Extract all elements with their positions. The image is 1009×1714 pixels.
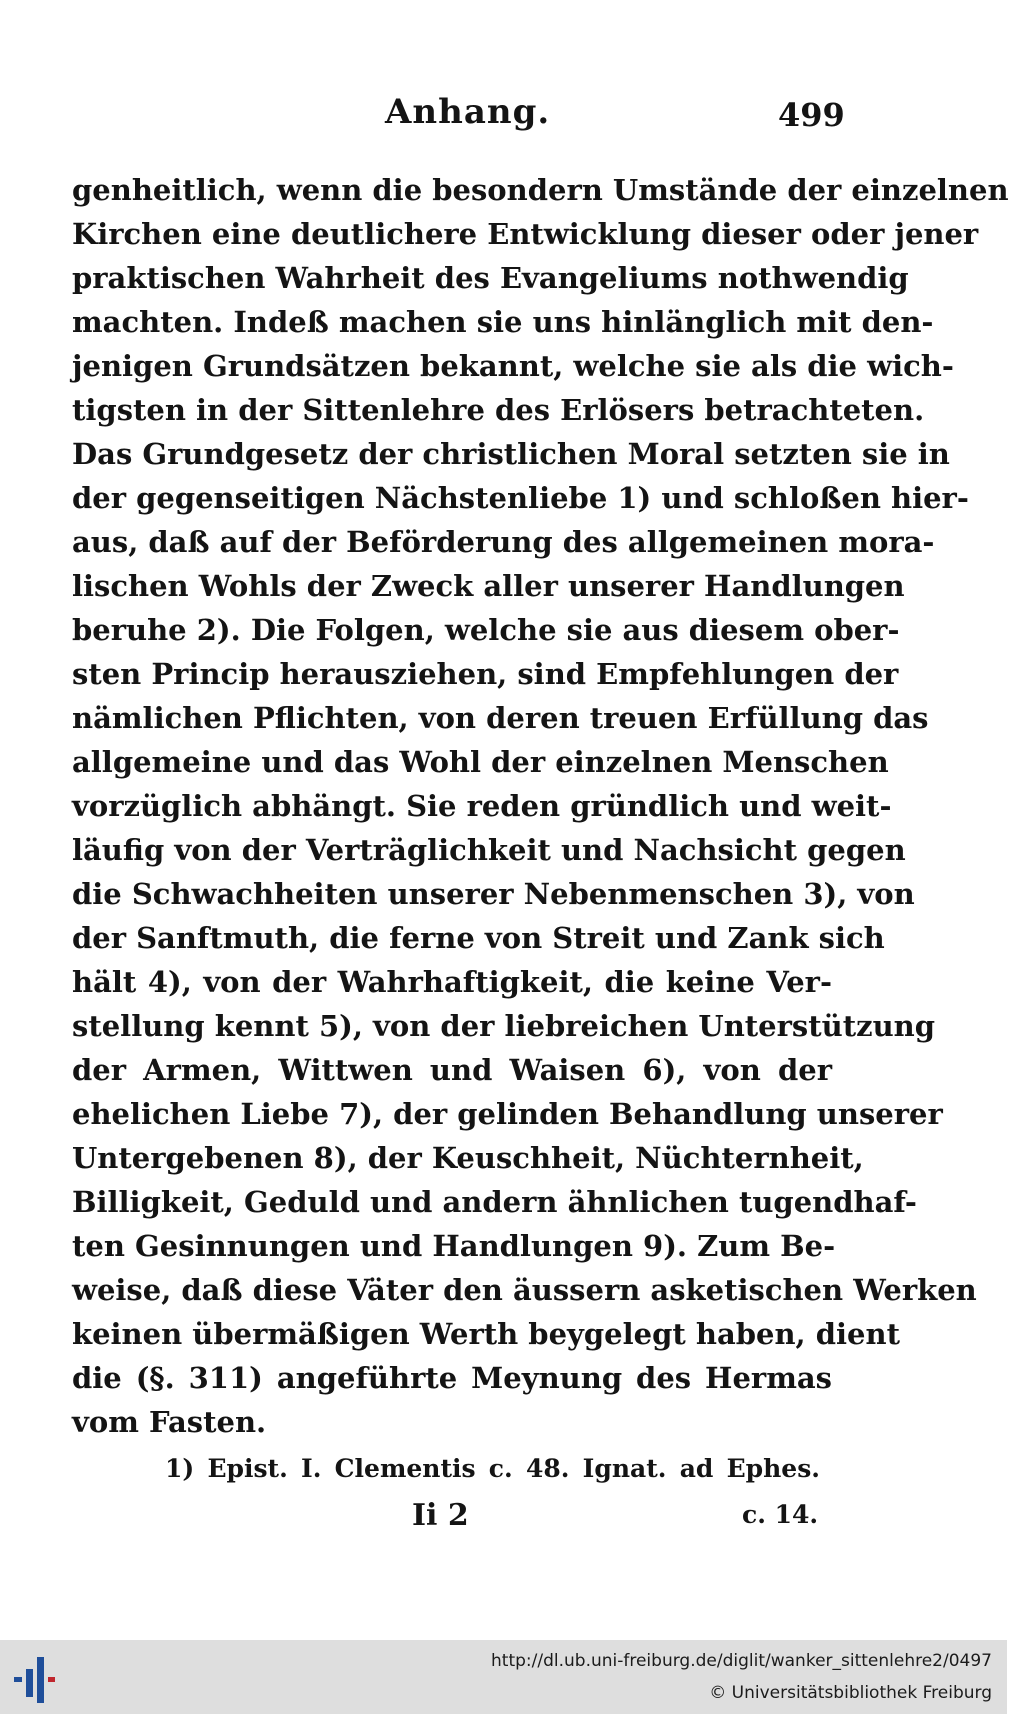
footnote: 1) Epist. I. Clementis c. 48. Ignat. ad Ephes.	[165, 1454, 820, 1483]
text-line: vom Fasten.	[72, 1405, 267, 1439]
page-number: 499	[778, 96, 845, 134]
page-header	[0, 92, 1007, 142]
library-logo-icon	[14, 1655, 62, 1703]
text-line: der gegenseitigen Nächstenliebe 1) und schloßen hier-	[72, 481, 969, 515]
text-line: die (§. 311) angeführte Meynung des Hermas	[72, 1361, 832, 1395]
copyright-notice: © Universitätsbibliothek Freiburg	[709, 1683, 992, 1703]
permalink-url[interactable]: http://dl.ub.uni-freiburg.de/diglit/wanker_sittenlehre2/0497	[491, 1651, 992, 1671]
catchword: c. 14.	[742, 1500, 819, 1529]
text-line: die Schwachheiten unserer Nebenmenschen 3), von	[72, 877, 915, 911]
text-line: Untergebenen 8), der Keuschheit, Nüchternheit,	[72, 1141, 864, 1175]
text-line: beruhe 2). Die Folgen, welche sie aus diesem ober-	[72, 613, 900, 647]
text-line: hält 4), von der Wahrhaftigkeit, die keine Ver-	[72, 965, 832, 999]
text-line: der Armen, Wittwen und Waisen 6), von der	[72, 1053, 832, 1087]
text-line: ehelichen Liebe 7), der gelinden Behandlung unserer	[72, 1097, 943, 1131]
text-line: genheitlich, wenn die besondern Umstände der einzelnen	[72, 173, 1009, 207]
text-line: allgemeine und das Wohl der einzelnen Menschen	[72, 745, 889, 779]
text-line: stellung kennt 5), von der liebreichen Unterstützung	[72, 1009, 936, 1043]
text-line: weise, daß diese Väter den äussern asketischen Werken	[72, 1273, 977, 1307]
text-line: keinen übermäßigen Werth beygelegt haben, dient	[72, 1317, 900, 1351]
text-line: tigsten in der Sittenlehre des Erlösers betrachteten.	[72, 393, 925, 427]
text-line: läufig von der Verträglichkeit und Nachsicht gegen	[72, 833, 906, 867]
text-line: machten. Indeß machen sie uns hinlänglich mit den-	[72, 305, 934, 339]
footer-bar	[0, 1640, 1007, 1714]
text-line: nämlichen Pflichten, von deren treuen Erfüllung das	[72, 701, 929, 735]
text-line: lischen Wohls der Zweck aller unserer Handlungen	[72, 569, 905, 603]
text-line: vorzüglich abhängt. Sie reden gründlich und weit-	[72, 789, 892, 823]
text-line: Billigkeit, Geduld und andern ähnlichen tugendhaf-	[72, 1185, 917, 1219]
text-line: der Sanftmuth, die ferne von Streit und Zank sich	[72, 921, 885, 955]
text-line: sten Princip herausziehen, sind Empfehlungen der	[72, 657, 899, 691]
running-title: Anhang.	[385, 92, 551, 132]
signature-mark: Ii 2	[412, 1498, 469, 1533]
text-line: Das Grundgesetz der christlichen Moral setzten sie in	[72, 437, 950, 471]
text-line: jenigen Grundsätzen bekannt, welche sie als die wich-	[72, 349, 954, 383]
text-line: ten Gesinnungen und Handlungen 9). Zum Be-	[72, 1229, 836, 1263]
text-line: praktischen Wahrheit des Evangeliums nothwendig	[72, 261, 909, 295]
text-line: aus, daß auf der Beförderung des allgemeinen mora-	[72, 525, 935, 559]
text-line: Kirchen eine deutlichere Entwicklung dieser oder jener	[72, 217, 979, 251]
body-text	[72, 168, 1009, 1444]
